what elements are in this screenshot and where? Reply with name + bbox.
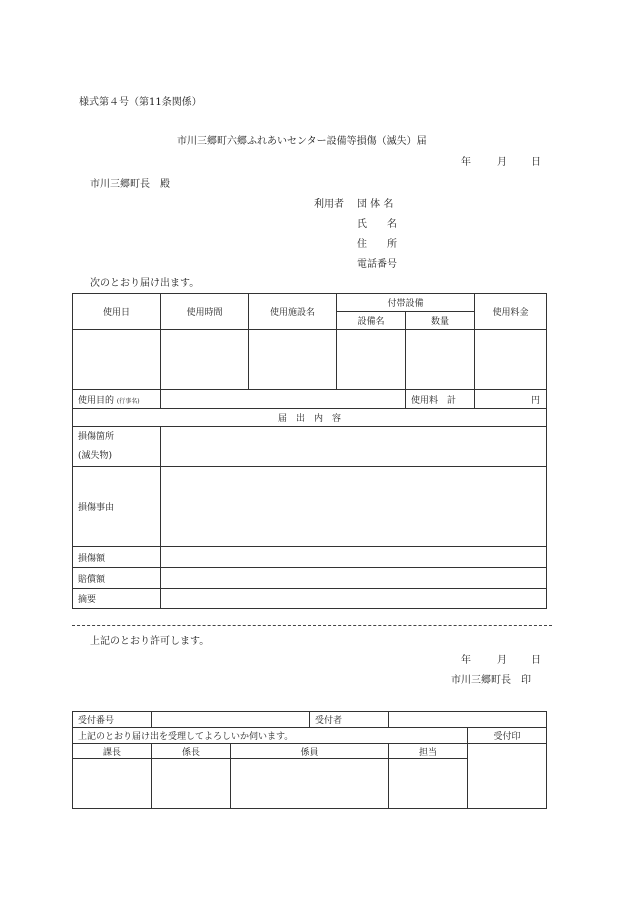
cell-receiver[interactable]: [389, 712, 547, 728]
fee-total-label: 使用料 計: [406, 390, 475, 409]
report-heading: 届 出 内 容: [73, 409, 547, 427]
applicant-address-label: 住 所: [357, 239, 397, 250]
cell-fee[interactable]: [475, 330, 547, 390]
header-facility-name: 使用施設名: [249, 294, 337, 330]
cell-quantity[interactable]: [406, 330, 475, 390]
document-title: 市川三郷町六郷ふれあいセンター設備等損傷（滅失）届: [177, 136, 427, 147]
cell-damage-reason[interactable]: [161, 467, 547, 547]
cell-reception-number[interactable]: [152, 712, 310, 728]
applicant-label: 利用者: [314, 199, 344, 210]
receiver-label: 受付者: [310, 712, 389, 728]
staff-label: 係員: [231, 744, 389, 759]
cut-line-divider: [72, 625, 552, 626]
form-number: 様式第４号（第11条関係）: [79, 97, 202, 108]
damage-amount-label: 損傷額: [73, 547, 161, 568]
permit-date-year: 年: [461, 655, 471, 666]
header-quantity: 数量: [406, 312, 475, 330]
cell-in-charge-seal[interactable]: [389, 759, 468, 809]
cell-purpose[interactable]: [161, 390, 406, 409]
reception-number-label: 受付番号: [73, 712, 152, 728]
cell-use-time[interactable]: [161, 330, 249, 390]
cell-damage-amount[interactable]: [161, 547, 547, 568]
fee-total-yen[interactable]: 円: [475, 390, 547, 409]
cell-equipment-name[interactable]: [337, 330, 406, 390]
cell-facility-name[interactable]: [249, 330, 337, 390]
header-use-date: 使用日: [73, 294, 161, 330]
chief-label: 係長: [152, 744, 231, 759]
permit-date-month: 月: [497, 655, 507, 666]
in-charge-label: 担当: [389, 744, 468, 759]
date-day: 日: [531, 157, 541, 168]
cell-use-date[interactable]: [73, 330, 161, 390]
cell-section-chief-seal[interactable]: [73, 759, 152, 809]
damage-place-label: 損傷箇所 (滅失物): [73, 427, 161, 467]
cell-reception-stamp[interactable]: [468, 744, 547, 809]
reception-stamp-label: 受付印: [468, 728, 547, 744]
summary-label: 摘要: [73, 589, 161, 609]
approval-request-text: 上記のとおり届け出を受理してよろしいか伺います。: [73, 728, 468, 744]
addressee: 市川三郷町長 殿: [90, 179, 170, 190]
applicant-phone-label: 電話番号: [357, 259, 397, 270]
permit-signer: 市川三郷町長 印: [451, 675, 531, 686]
cell-chief-seal[interactable]: [152, 759, 231, 809]
reception-table: [72, 711, 547, 809]
section-chief-label: 課長: [73, 744, 152, 759]
applicant-group-label: 団 体 名: [357, 199, 394, 210]
purpose-note: (行事名): [116, 397, 140, 405]
compensation-label: 賠償額: [73, 568, 161, 589]
cell-summary[interactable]: [161, 589, 547, 609]
date-year: 年: [461, 157, 471, 168]
header-use-time: 使用時間: [161, 294, 249, 330]
header-equipment-name: 設備名: [337, 312, 406, 330]
date-month: 月: [497, 157, 507, 168]
permit-text: 上記のとおり許可します。: [90, 636, 210, 647]
intro-text: 次のとおり届け出ます。: [90, 278, 200, 289]
cell-damage-place[interactable]: [161, 427, 547, 467]
purpose-label: 使用目的 (行事名): [73, 390, 161, 409]
header-equipment: 付帯設備: [337, 294, 475, 312]
header-fee: 使用料金: [475, 294, 547, 330]
applicant-name-label: 氏 名: [357, 219, 397, 230]
permit-date-day: 日: [531, 655, 541, 666]
usage-report-table: [72, 293, 547, 609]
damage-place-sub: (滅失物): [78, 450, 113, 461]
cell-compensation[interactable]: [161, 568, 547, 589]
damage-reason-label: 損傷事由: [73, 467, 161, 547]
cell-staff-seal[interactable]: [231, 759, 389, 809]
